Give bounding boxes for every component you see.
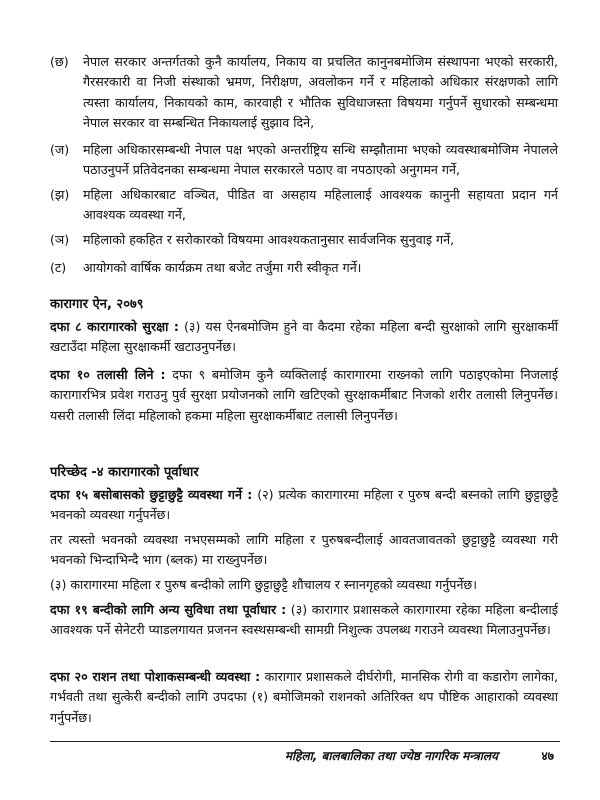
clause-lead: दफा १९ बन्दीको लागि अन्य सुविधा तथा पूर्वाधार : xyxy=(50,602,287,617)
clause-lead: दफा २० राशन तथा पोशाकसम्बन्धी व्यवस्था : xyxy=(50,669,261,684)
item-text: आयोगको वार्षिक कार्यक्रम तथा बजेट तर्जुमा गरी स्वीकृत गर्ने। xyxy=(83,260,362,275)
list-item xyxy=(50,185,558,226)
item-marker: (ज) xyxy=(50,142,70,157)
item-marker: (ञ) xyxy=(50,232,70,247)
clause-paragraph xyxy=(50,365,558,426)
clause-text: (३) कारागारमा महिला र पुरुष बन्दीको लागि छुट्टाछुट्टै शौचालय र स्नानगृहको व्यवस्था गर्नुपर्नेछ। xyxy=(50,577,478,592)
clause-text: तर त्यस्तो भवनको व्यवस्था नभएसम्मको लागि महिला र पुरुषबन्दीलाई आवतजावतको छुट्टाछुट्टै व्यवस्था गरी भवनको भिन्दाभिन्दै भाग (ब्लक) मा राख्नुपर्नेछ। xyxy=(50,532,558,568)
clause-paragraph xyxy=(50,667,558,728)
clause-text: (३) कारागार प्रशासकले कारागारमा रहेका महिला बन्दीलाई आवश्यक पर्ने सेनेटरी प्याडलगायत प्रजनन स्वस्थसम्बन्धी सामग्री निशुल्क उपलब्ध गराउने व्यवस्था मिलाउनुपर्नेछ। xyxy=(50,602,558,638)
clause-lead: दफा १५ बसोबासको छुट्टाछुट्टै व्यवस्था गर्ने : xyxy=(50,487,253,502)
clause-text: (३) यस ऐनबमोजिम हुने वा कैदमा रहेका महिला बन्दी सुरक्षाको लागि सुरक्षाकर्मी खटाउँदा महिला सुरक्षाकर्मी खटाउनुपर्नेछ। xyxy=(50,319,558,355)
clause-text: कारागार प्रशासकले दीर्घरोगी, मानसिक रोगी वा कडारोग लागेका, गर्भवती तथा सुत्केरी बन्दीको लागि उपदफा (१) बमोजिमको राशनको अतिरिक्त थप पौष्टिक आहाराको व्यवस्था गर्नुपर्नेछ। xyxy=(50,669,559,725)
item-text: नेपाल सरकार अन्तर्गतको कुनै कार्यालय, निकाय वा प्रचलित कानुनबमोजिम संस्थापना भएको सरकारी, गैरसरकारी वा निजी संस्थाको भ्रमण, निरीक्षण, अवलोकन गर्ने र महिलाको अधिकार संरक्षणको लागि त्यस्ता कार्यालय, निकायको काम, कारवाही र भौतिक सुविधाजस्ता विषयमा गर्नुपर्ने सुधारको सम्बन्धमा नेपाल सरकार वा सम्बन्धित निकायलाई सुझाव दिने, xyxy=(83,54,558,131)
item-marker: (झ) xyxy=(50,187,70,202)
page-number: ४७ xyxy=(541,749,554,763)
chapter-heading: परिच्छेद -४ कारागारको पूर्वाधार xyxy=(50,465,199,480)
clause-paragraph xyxy=(50,317,558,358)
list-item xyxy=(50,52,558,134)
clause-lead: दफा १० तलासी लिने : xyxy=(50,367,166,382)
footer-divider xyxy=(50,741,560,742)
list-item xyxy=(50,230,558,250)
item-text: महिलाको हकहित र सरोकारको विषयमा आवश्यकतानुसार सार्वजनिक सुनुवाइ गर्ने, xyxy=(83,232,455,247)
list-item xyxy=(50,140,558,181)
item-marker: (छ) xyxy=(50,54,69,69)
item-text: महिला अधिकारसम्बन्धी नेपाल पक्ष भएको अन्तर्राष्ट्रिय सन्धि सम्झौतामा भएको व्यवस्थाबमोजिम नेपालले पठाउनुपर्ने प्रतिवेदनका सम्बन्धमा नेपाल सरकारले पठाए वा नपठाएको अनुगमन गर्ने, xyxy=(83,142,558,178)
clause-text: दफा ९ बमोजिम कुनै व्यक्तिलाई कारागारमा राख्नको लागि पठाइएकोमा निजलाई कारागारभित्र प्रवेश गराउनु पुर्व सुरक्षा प्रयोजनको लागि खटिएको सुरक्षाकर्मीबाट निजको शरीर तलासी लिनुपर्नेछ। यसरी तलासी लिंदा महिलाको हकमा महिला सुरक्षाकर्मीबाट तलासी लिनुपर्नेछ। xyxy=(50,367,558,423)
clause-paragraph xyxy=(50,530,558,571)
footer-ministry-title: महिला, बालबालिका तथा ज्येष्ठ नागरिक मन्त्रालय xyxy=(284,749,498,763)
clause-text: (२) प्रत्येक कारागारमा महिला र पुरुष बन्दी बस्नको लागि छुट्टाछुट्टै भवनको व्यवस्था गर्नुपर्नेछ। xyxy=(50,487,558,523)
clause-paragraph xyxy=(50,575,558,595)
list-item xyxy=(50,258,558,278)
clause-lead: दफा ८ कारागारको सुरक्षा : xyxy=(50,319,179,334)
section-heading: कारागार ऐन, २०७९ xyxy=(50,297,144,312)
clause-paragraph xyxy=(50,600,558,641)
item-text: महिला अधिकारबाट वञ्चित, पीडित वा असहाय महिलालाई आवश्यक कानुनी सहायता प्रदान गर्न आवश्यक व्यवस्था गर्ने, xyxy=(83,187,558,223)
item-marker: (ट) xyxy=(50,260,67,275)
clause-paragraph xyxy=(50,485,558,526)
